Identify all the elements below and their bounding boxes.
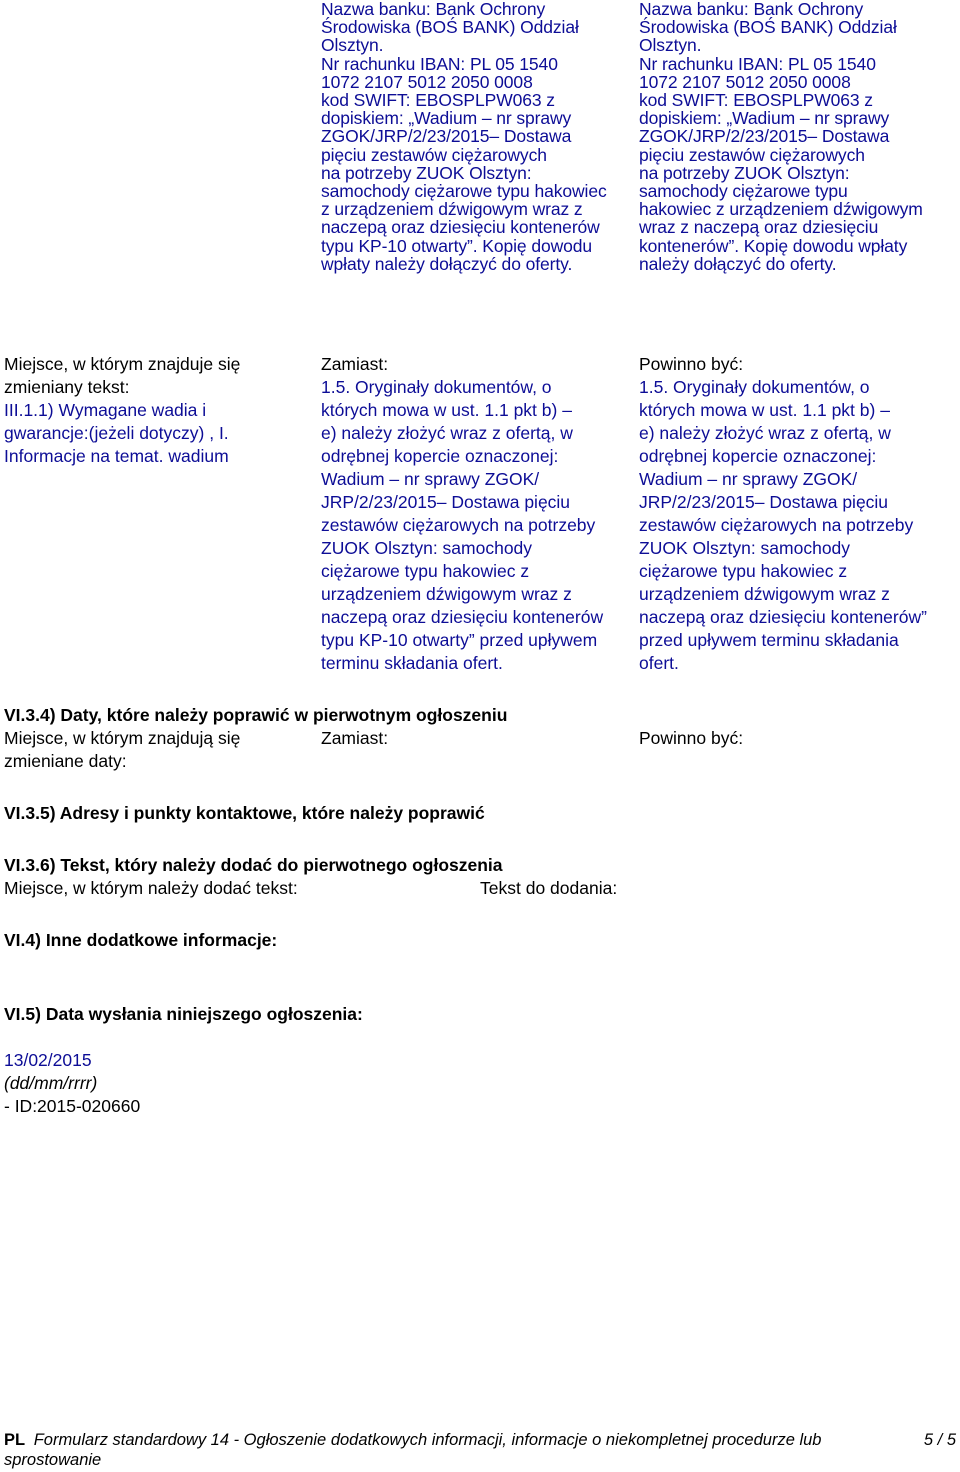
notice-id: - ID:2015-020660: [4, 1096, 141, 1116]
date-format: (dd/mm/rrrr): [4, 1073, 98, 1093]
vi34-place-label: Miejsce, w którym znajdują się zmieniane daty:: [4, 728, 241, 771]
top-right-bank-details: Nazwa banku: Bank Ochrony Środowiska (BOŚ BANK) Oddział Olsztyn. Nr rachunku IBAN: PL 05 1540 1072 2107 5012 2050 0008 kod SWIFT: EBOSPLPW063 z dopiskiem: „Wadium – nr sprawy ZGOK/JRP/2/23/2015– Dostawa pięciu zestawów ciężarowych na potrzeby ZUOK Olsztyn: samochody ciężarowe typu hakowiec z urządzeniem dźwigowym wraz z naczepą oraz dziesięciu kontenerów”. Kopię dowodu wpłaty należy dołączyć do oferty.: [639, 0, 923, 274]
instead-label: Zamiast:: [321, 354, 389, 374]
footer-lang: PL: [4, 1431, 26, 1449]
footer-title-cont: sprostowanie: [4, 1451, 102, 1469]
vi34-should-label: Powinno być:: [639, 728, 744, 748]
vi36-place-label: Miejsce, w którym należy dodać tekst:: [4, 878, 298, 898]
should-be-text: 1.5. Oryginały dokumentów, o których mowa w ust. 1.1 pkt b) – e) należy złożyć wraz z ofertą, w odrębnej kopercie oznaczonej: Wadium – nr sprawy ZGOK/ JRP/2/23/2015– Dostawa pięciu zestawów ciężarowych na potrzeby ZUOK Olsztyn: samochody ciężarowe typu hakowiec z urządzeniem dźwigowym wraz z naczepą oraz dziesięciu kontenerów” przed upływem terminu składania ofert.: [639, 377, 927, 673]
footer-title: Formularz standardowy 14 - Ogłoszenie dodatkowych informacji, informacje o niekompletnej procedurze lub: [33, 1431, 822, 1449]
change-place-value: III.1.1) Wymagane wadia i gwarancje:(jeżeli dotyczy) , I. Informacje na temat. wadium: [4, 400, 229, 466]
section-vi4-heading: VI.4) Inne dodatkowe informacje:: [4, 930, 278, 950]
section-vi5-heading: VI.5) Data wysłania niniejszego ogłoszenia:: [4, 1004, 363, 1024]
change-place-label: Miejsce, w którym znajduje się zmieniany tekst:: [4, 354, 241, 397]
top-left-bank-details: Nazwa banku: Bank Ochrony Środowiska (BOŚ BANK) Oddział Olsztyn. Nr rachunku IBAN: PL 05 1540 1072 2107 5012 2050 0008 kod SWIFT: EBOSPLPW063 z dopiskiem: „Wadium – nr sprawy ZGOK/JRP/2/23/2015– Dostawa pięciu zestawów ciężarowych na potrzeby ZUOK Olsztyn: samochody ciężarowe typu hakowiec z urządzeniem dźwigowym wraz z naczepą oraz dziesięciu kontenerów typu KP-10 otwarty”. Kopię dowodu wpłaty należy dołączyć do oferty.: [321, 0, 607, 274]
should-be-label: Powinno być:: [639, 354, 744, 374]
instead-text: 1.5. Oryginały dokumentów, o których mowa w ust. 1.1 pkt b) – e) należy złożyć wraz z ofertą, w odrębnej kopercie oznaczonej: Wadium – nr sprawy ZGOK/ JRP/2/23/2015– Dostawa pięciu zestawów ciężarowych na potrzeby ZUOK Olsztyn: samochody ciężarowe typu hakowiec z urządzeniem dźwigowym wraz z naczepą oraz dziesięciu kontenerów typu KP-10 otwarty” przed upływem terminu składania ofert.: [321, 377, 604, 673]
vi34-instead-label: Zamiast:: [321, 728, 389, 748]
send-date: 13/02/2015: [4, 1050, 92, 1070]
page-number: 5 / 5: [923, 1431, 956, 1449]
page-footer: [4, 1430, 884, 1470]
section-vi36-heading: VI.3.6) Tekst, który należy dodać do pierwotnego ogłoszenia: [4, 855, 503, 875]
vi5-date-line: [4, 1026, 140, 1118]
section-vi35-heading: VI.3.5) Adresy i punkty kontaktowe, które należy poprawić: [4, 803, 485, 823]
section-vi34-heading: VI.3.4) Daty, które należy poprawić w pierwotnym ogłoszeniu: [4, 705, 508, 725]
vi36-text-label: Tekst do dodania:: [480, 878, 618, 898]
